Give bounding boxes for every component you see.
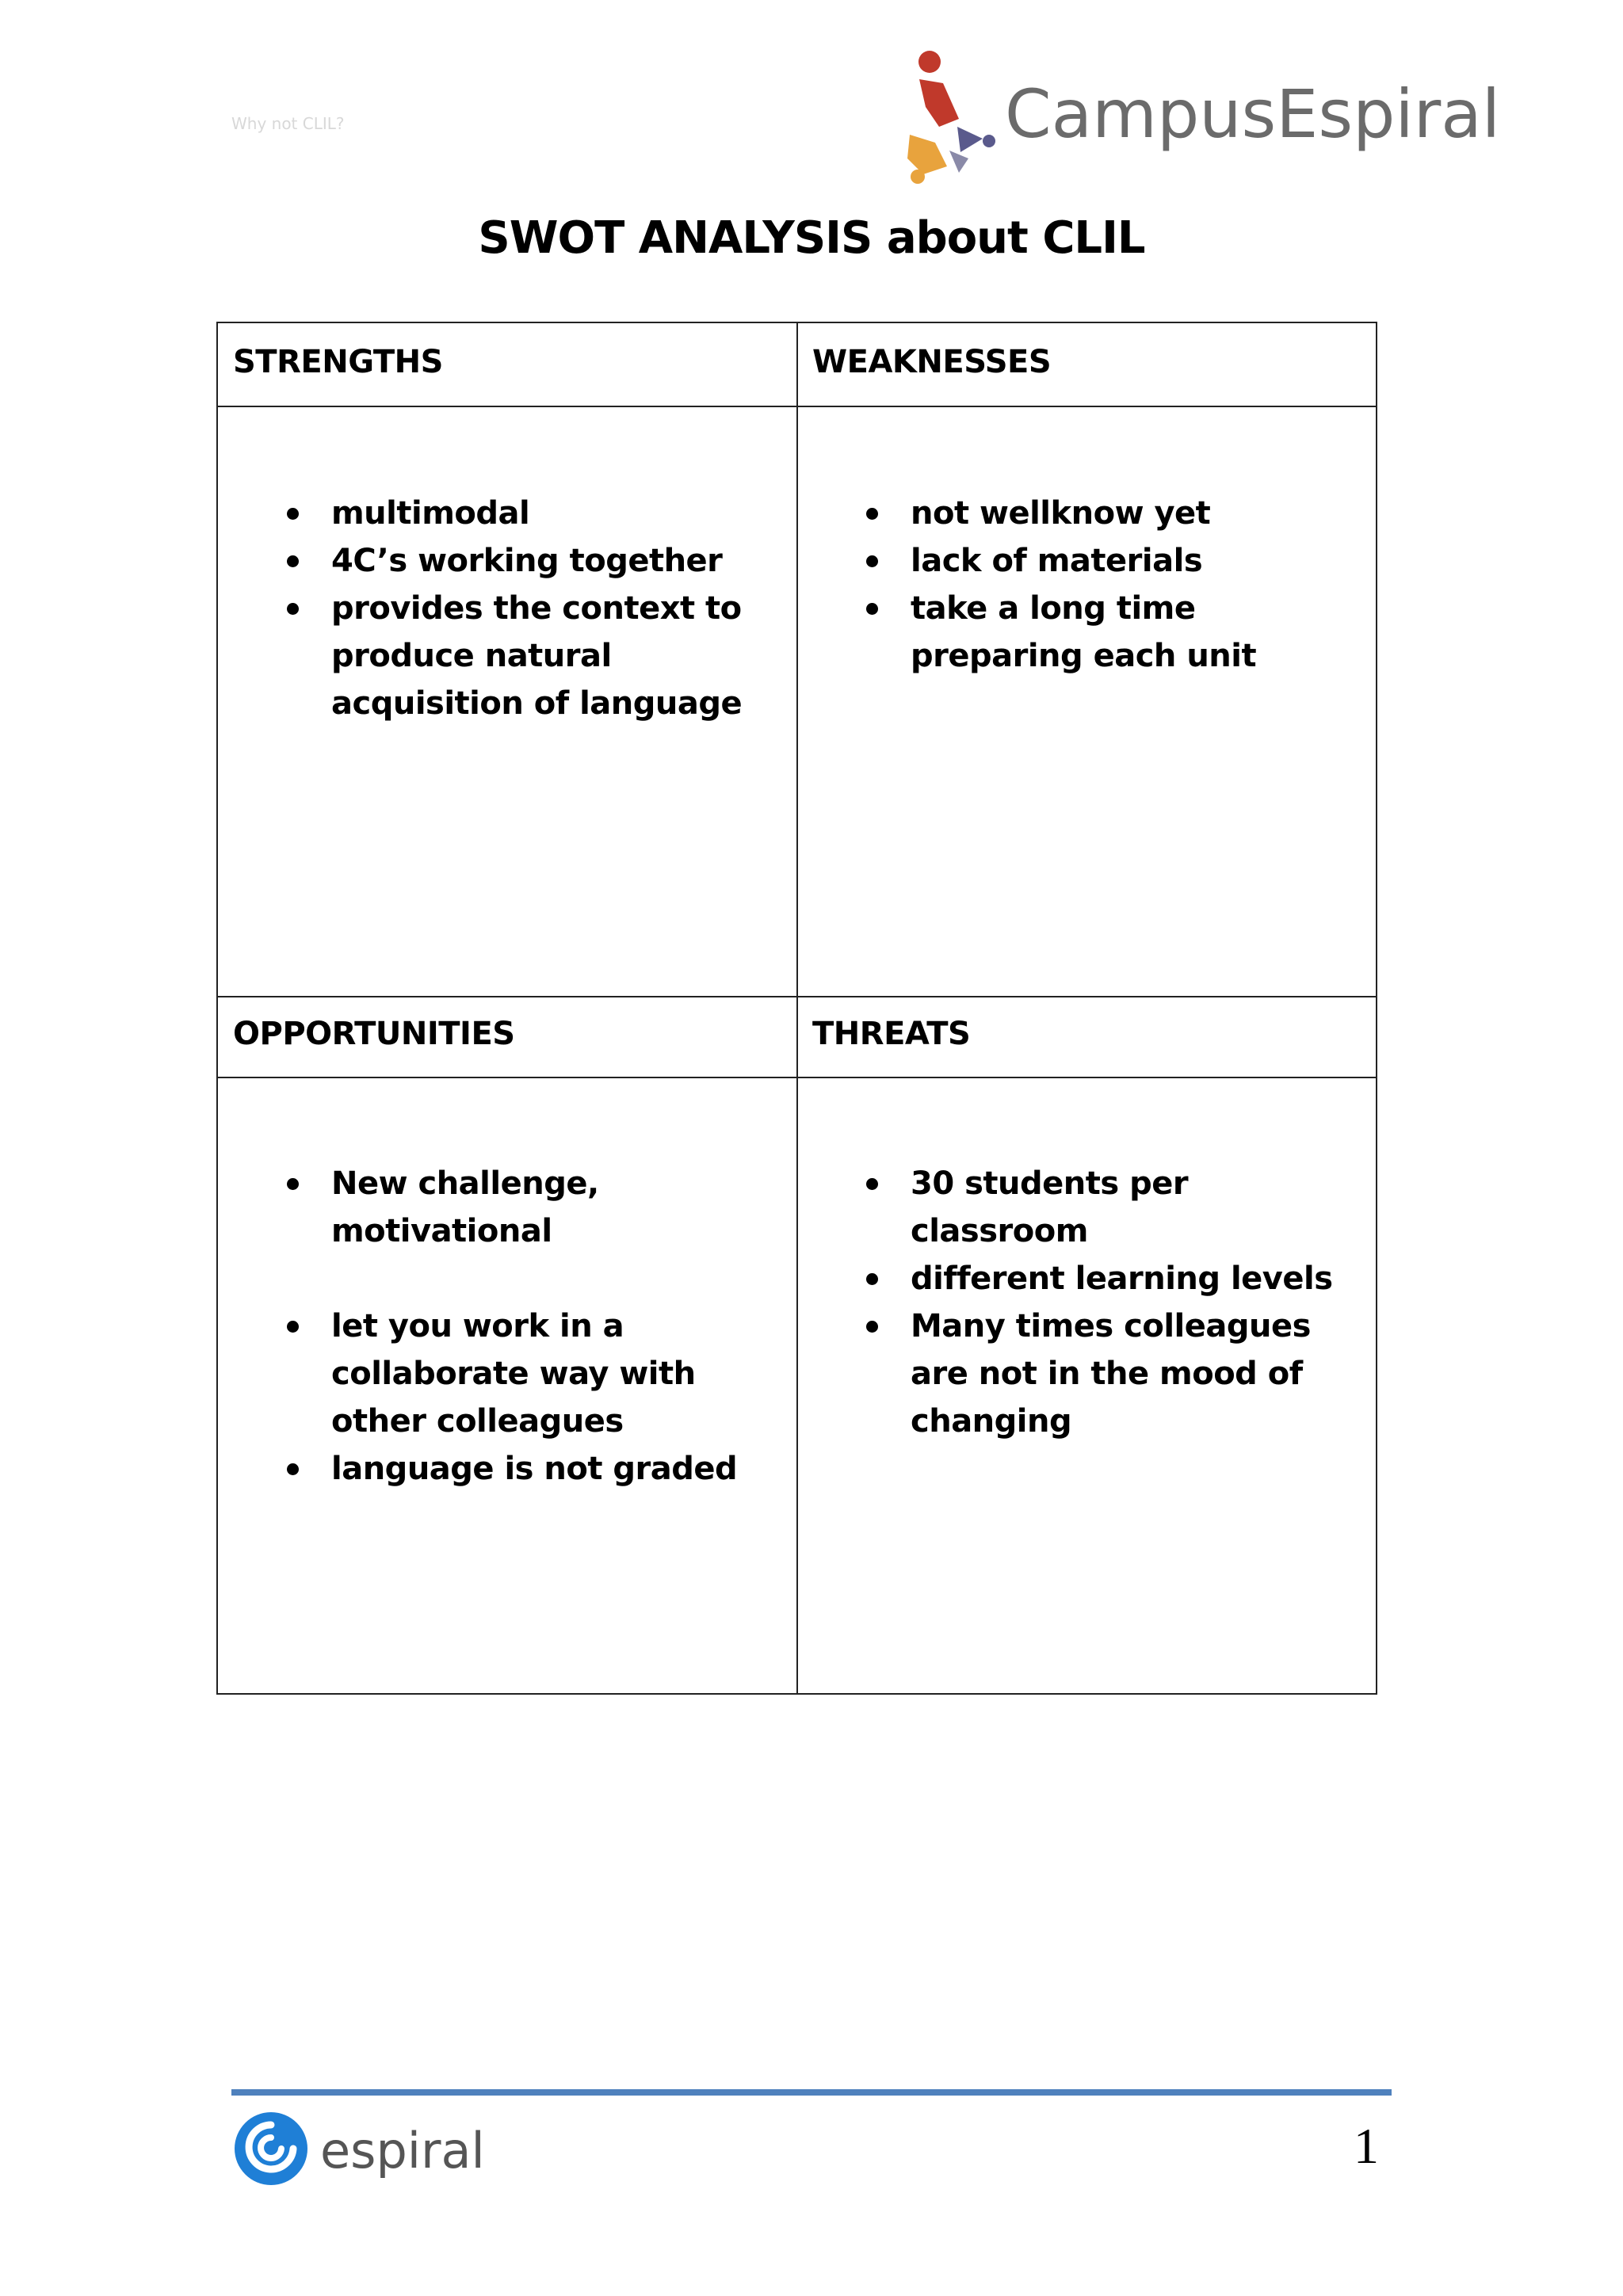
- strengths-heading: STRENGTHS: [233, 344, 443, 380]
- list-item: 30 students per classroom: [797, 1160, 1368, 1255]
- row-divider: [218, 406, 1376, 407]
- list-item: multimodal: [218, 490, 777, 537]
- swot-table: [216, 322, 1377, 1695]
- threats-list: [797, 1160, 1368, 1445]
- logo-mark-grey: [949, 151, 968, 173]
- list-item: language is not graded: [218, 1445, 777, 1493]
- campus-espiral-logo: [903, 48, 1522, 190]
- opportunities-heading: OPPORTUNITIES: [233, 1016, 515, 1052]
- list-item: provides the context to produce natural acquisition of language: [218, 585, 777, 727]
- logo-mark-head: [918, 51, 941, 73]
- list-item: different learning levels: [797, 1255, 1368, 1302]
- weaknesses-heading: WEAKNESSES: [812, 344, 1052, 380]
- list-item: New challenge, motivational: [218, 1160, 777, 1255]
- threats-heading: THREATS: [812, 1016, 971, 1052]
- logo-mark-orange: [907, 135, 947, 174]
- list-item: not wellknow yet: [797, 490, 1364, 537]
- footer-rule: [231, 2089, 1392, 2096]
- list-item: 4C’s working together: [218, 537, 777, 585]
- page-number: 1: [1354, 2118, 1379, 2174]
- row-divider: [218, 1077, 1376, 1078]
- weaknesses-list: [797, 490, 1364, 680]
- logo-mark-dot: [911, 170, 925, 184]
- campus-espiral-wordmark: CampusEspiral: [1005, 75, 1501, 153]
- document-title: SWOT ANALYSIS about CLIL: [478, 212, 1145, 264]
- espiral-logo: [231, 2103, 493, 2190]
- list-item: Many times colleagues are not in the mood of changing: [797, 1302, 1368, 1445]
- strengths-list: [218, 490, 777, 727]
- espiral-wordmark: espiral: [320, 2122, 485, 2180]
- row-divider: [218, 996, 1376, 997]
- list-item: let you work in a collaborate way with other colleagues: [218, 1302, 777, 1445]
- logo-mark-red: [919, 79, 959, 127]
- list-item: take a long time preparing each unit: [797, 585, 1364, 680]
- logo-mark-purple: [957, 127, 983, 152]
- opportunities-list: [218, 1160, 777, 1493]
- header-note: Why not CLIL?: [231, 114, 345, 133]
- list-item: lack of materials: [797, 537, 1364, 585]
